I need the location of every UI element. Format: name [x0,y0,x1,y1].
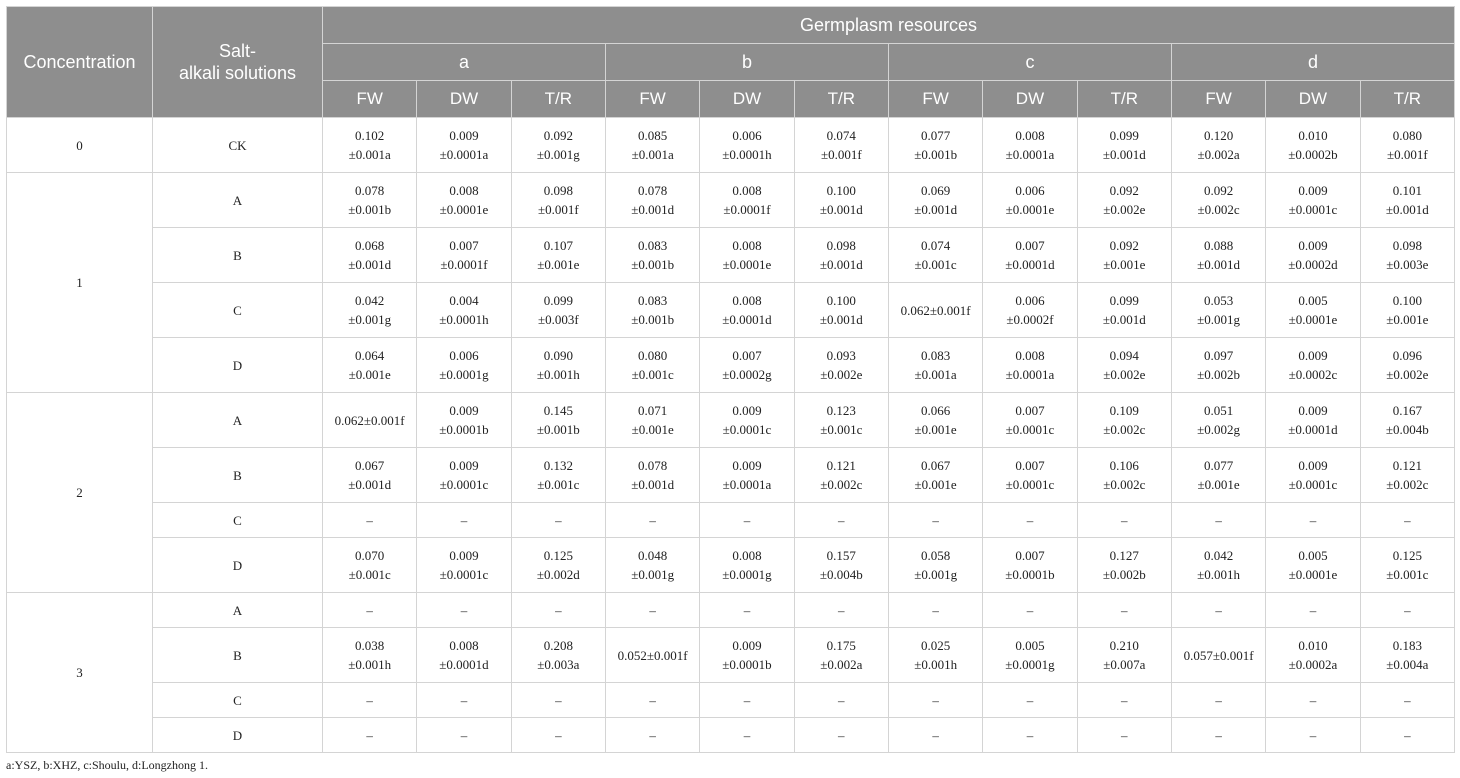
germplasm-header: Germplasm resources [323,7,1455,44]
value-cell: 0.083 ±0.001b [605,228,699,283]
solution-cell: B [153,628,323,683]
value-cell: – [794,503,888,538]
value-cell: – [1360,718,1454,753]
value-cell: – [605,718,699,753]
value-cell: 0.092 ±0.002e [1077,173,1171,228]
value-cell: 0.121 ±0.002c [1360,448,1454,503]
value-cell: 0.009 ±0.0001b [700,628,794,683]
group-header-d: d [1171,44,1454,81]
value-cell: 0.005 ±0.0001e [1266,283,1360,338]
value-cell: – [700,718,794,753]
table-row [7,503,1455,538]
value-cell: 0.096 ±0.002e [1360,338,1454,393]
value-cell: – [1360,503,1454,538]
value-cell: – [1266,718,1360,753]
value-cell: 0.009 ±0.0001b [417,393,511,448]
table-row [7,718,1455,753]
value-cell: 0.009 ±0.0001a [700,448,794,503]
value-cell: 0.005 ±0.0001e [1266,538,1360,593]
value-cell: – [1171,718,1265,753]
concentration-cell: 2 [7,393,153,593]
value-cell: 0.145 ±0.001b [511,393,605,448]
metric-header-b-tr: T/R [794,81,888,118]
value-cell: – [511,593,605,628]
value-cell: – [1077,503,1171,538]
value-cell: – [888,718,982,753]
value-cell: 0.008 ±0.0001d [417,628,511,683]
table-row [7,173,1455,228]
value-cell: – [323,718,417,753]
value-cell: – [1266,593,1360,628]
metric-header-b-fw: FW [605,81,699,118]
value-cell: 0.097 ±0.002b [1171,338,1265,393]
table-row [7,283,1455,338]
value-cell: 0.100 ±0.001e [1360,283,1454,338]
value-cell: – [794,683,888,718]
value-cell: 0.009 ±0.0002d [1266,228,1360,283]
table-row [7,228,1455,283]
value-cell: – [1171,593,1265,628]
value-cell: 0.042 ±0.001h [1171,538,1265,593]
value-cell: 0.132 ±0.001c [511,448,605,503]
solution-cell: D [153,718,323,753]
value-cell: 0.008 ±0.0001d [700,283,794,338]
value-cell: 0.078 ±0.001d [605,173,699,228]
value-cell: 0.210 ±0.007a [1077,628,1171,683]
value-cell: 0.008 ±0.0001a [983,118,1077,173]
value-cell: 0.009 ±0.0001c [1266,448,1360,503]
value-cell: – [794,593,888,628]
value-cell: 0.167 ±0.004b [1360,393,1454,448]
value-cell: 0.068 ±0.001d [323,228,417,283]
value-cell: 0.090 ±0.001h [511,338,605,393]
value-cell: 0.009 ±0.0001c [1266,173,1360,228]
value-cell: 0.175 ±0.002a [794,628,888,683]
value-cell: 0.009 ±0.0001c [700,393,794,448]
value-cell: 0.006 ±0.0001h [700,118,794,173]
value-cell: – [417,683,511,718]
value-cell: – [1360,593,1454,628]
table-row [7,628,1455,683]
value-cell: 0.048 ±0.001g [605,538,699,593]
value-cell: – [794,718,888,753]
value-cell: 0.009 ±0.0002c [1266,338,1360,393]
value-cell: – [700,683,794,718]
metric-header-b-dw: DW [700,81,794,118]
group-header-c: c [888,44,1171,81]
value-cell: – [1266,683,1360,718]
value-cell: 0.074 ±0.001f [794,118,888,173]
group-header-b: b [605,44,888,81]
value-cell: 0.100 ±0.001d [794,173,888,228]
value-cell: – [1360,683,1454,718]
table-header [7,7,1455,118]
value-cell: – [1171,503,1265,538]
value-cell: – [700,503,794,538]
value-cell: – [417,503,511,538]
value-cell: 0.007 ±0.0001d [983,228,1077,283]
value-cell: – [323,683,417,718]
value-cell: – [605,683,699,718]
value-cell: 0.067 ±0.001d [323,448,417,503]
metric-header-d-dw: DW [1266,81,1360,118]
value-cell: – [605,593,699,628]
group-header-a: a [323,44,606,81]
solution-cell: B [153,228,323,283]
value-cell: – [983,718,1077,753]
value-cell: 0.004 ±0.0001h [417,283,511,338]
table-body [7,118,1455,753]
value-cell: 0.007 ±0.0001b [983,538,1077,593]
value-cell: 0.098 ±0.001d [794,228,888,283]
solution-cell: A [153,393,323,448]
value-cell: 0.107 ±0.001e [511,228,605,283]
table-row [7,393,1455,448]
value-cell: 0.125 ±0.001c [1360,538,1454,593]
value-cell: 0.074 ±0.001c [888,228,982,283]
germplasm-data-table [6,6,1455,753]
value-cell: 0.007 ±0.0001f [417,228,511,283]
value-cell: 0.083 ±0.001a [888,338,982,393]
value-cell: 0.008 ±0.0001e [700,228,794,283]
value-cell: – [983,683,1077,718]
solution-cell: C [153,283,323,338]
value-cell: 0.038 ±0.001h [323,628,417,683]
value-cell: – [1266,503,1360,538]
metric-header-d-tr: T/R [1360,81,1454,118]
value-cell: 0.008 ±0.0001f [700,173,794,228]
value-cell: – [323,503,417,538]
value-cell: 0.121 ±0.002c [794,448,888,503]
value-cell: 0.102 ±0.001a [323,118,417,173]
value-cell: 0.009 ±0.0001c [417,538,511,593]
value-cell: 0.070 ±0.001c [323,538,417,593]
value-cell: 0.007 ±0.0001c [983,448,1077,503]
value-cell: 0.083 ±0.001b [605,283,699,338]
value-cell: – [983,593,1077,628]
solution-cell: A [153,173,323,228]
value-cell: 0.183 ±0.004a [1360,628,1454,683]
value-cell: 0.088 ±0.001d [1171,228,1265,283]
value-cell: 0.052±0.001f [605,628,699,683]
value-cell: 0.009 ±0.0001d [1266,393,1360,448]
value-cell: 0.058 ±0.001g [888,538,982,593]
value-cell: 0.077 ±0.001e [1171,448,1265,503]
value-cell: 0.066 ±0.001e [888,393,982,448]
value-cell: 0.094 ±0.002e [1077,338,1171,393]
value-cell: 0.007 ±0.0002g [700,338,794,393]
table-footnote: a:YSZ, b:XHZ, c:Shoulu, d:Longzhong 1. [6,758,208,772]
value-cell: 0.010 ±0.0002a [1266,628,1360,683]
value-cell: – [323,593,417,628]
table-row [7,683,1455,718]
value-cell: 0.085 ±0.001a [605,118,699,173]
value-cell: 0.125 ±0.002d [511,538,605,593]
value-cell: – [511,683,605,718]
value-cell: 0.009 ±0.0001c [417,448,511,503]
value-cell: 0.098 ±0.003e [1360,228,1454,283]
solution-cell: D [153,538,323,593]
value-cell: 0.092 ±0.001e [1077,228,1171,283]
value-cell: 0.057±0.001f [1171,628,1265,683]
solution-cell: D [153,338,323,393]
solution-cell: CK [153,118,323,173]
concentration-cell: 3 [7,593,153,753]
metric-header-c-dw: DW [983,81,1077,118]
value-cell: – [1077,718,1171,753]
metric-header-a-dw: DW [417,81,511,118]
value-cell: 0.071 ±0.001e [605,393,699,448]
value-cell: – [888,593,982,628]
value-cell: – [888,503,982,538]
value-cell: 0.006 ±0.0001e [983,173,1077,228]
value-cell: 0.127 ±0.002b [1077,538,1171,593]
value-cell: 0.008 ±0.0001g [700,538,794,593]
table-row [7,118,1455,173]
metric-header-a-fw: FW [323,81,417,118]
metric-header-c-fw: FW [888,81,982,118]
value-cell: 0.008 ±0.0001e [417,173,511,228]
table-row [7,538,1455,593]
value-cell: 0.099 ±0.001d [1077,118,1171,173]
value-cell: 0.157 ±0.004b [794,538,888,593]
value-cell: 0.099 ±0.003f [511,283,605,338]
value-cell: 0.092 ±0.002c [1171,173,1265,228]
value-cell: 0.010 ±0.0002b [1266,118,1360,173]
value-cell: 0.007 ±0.0001c [983,393,1077,448]
value-cell: – [1077,593,1171,628]
concentration-cell: 0 [7,118,153,173]
value-cell: 0.005 ±0.0001g [983,628,1077,683]
solution-cell: A [153,593,323,628]
concentration-header: Concentration [7,7,153,118]
value-cell: 0.053 ±0.001g [1171,283,1265,338]
value-cell: 0.051 ±0.002g [1171,393,1265,448]
value-cell: – [511,503,605,538]
value-cell: – [417,593,511,628]
value-cell: 0.006 ±0.0002f [983,283,1077,338]
value-cell: 0.025 ±0.001h [888,628,982,683]
value-cell: 0.077 ±0.001b [888,118,982,173]
value-cell: 0.078 ±0.001b [323,173,417,228]
value-cell: 0.109 ±0.002c [1077,393,1171,448]
value-cell: 0.099 ±0.001d [1077,283,1171,338]
value-cell: – [888,683,982,718]
value-cell: 0.067 ±0.001e [888,448,982,503]
value-cell: 0.098 ±0.001f [511,173,605,228]
metric-header-c-tr: T/R [1077,81,1171,118]
value-cell: 0.123 ±0.001c [794,393,888,448]
value-cell: 0.100 ±0.001d [794,283,888,338]
concentration-cell: 1 [7,173,153,393]
value-cell: 0.106 ±0.002c [1077,448,1171,503]
value-cell: 0.093 ±0.002e [794,338,888,393]
metric-header-d-fw: FW [1171,81,1265,118]
value-cell: 0.006 ±0.0001g [417,338,511,393]
value-cell: 0.062±0.001f [888,283,982,338]
table-row [7,448,1455,503]
value-cell: 0.069 ±0.001d [888,173,982,228]
value-cell: – [1171,683,1265,718]
value-cell: – [1077,683,1171,718]
solutions-header: Salt- alkali solutions [153,7,323,118]
value-cell: 0.080 ±0.001c [605,338,699,393]
value-cell: 0.042 ±0.001g [323,283,417,338]
value-cell: – [511,718,605,753]
value-cell: 0.208 ±0.003a [511,628,605,683]
value-cell: – [700,593,794,628]
value-cell: 0.120 ±0.002a [1171,118,1265,173]
metric-header-a-tr: T/R [511,81,605,118]
value-cell: 0.078 ±0.001d [605,448,699,503]
value-cell: 0.062±0.001f [323,393,417,448]
value-cell: – [983,503,1077,538]
solution-cell: B [153,448,323,503]
value-cell: 0.092 ±0.001g [511,118,605,173]
solution-cell: C [153,683,323,718]
value-cell: 0.008 ±0.0001a [983,338,1077,393]
value-cell: 0.009 ±0.0001a [417,118,511,173]
table-row [7,593,1455,628]
table-row [7,338,1455,393]
value-cell: 0.064 ±0.001e [323,338,417,393]
value-cell: – [417,718,511,753]
value-cell: 0.101 ±0.001d [1360,173,1454,228]
value-cell: – [605,503,699,538]
solution-cell: C [153,503,323,538]
value-cell: 0.080 ±0.001f [1360,118,1454,173]
